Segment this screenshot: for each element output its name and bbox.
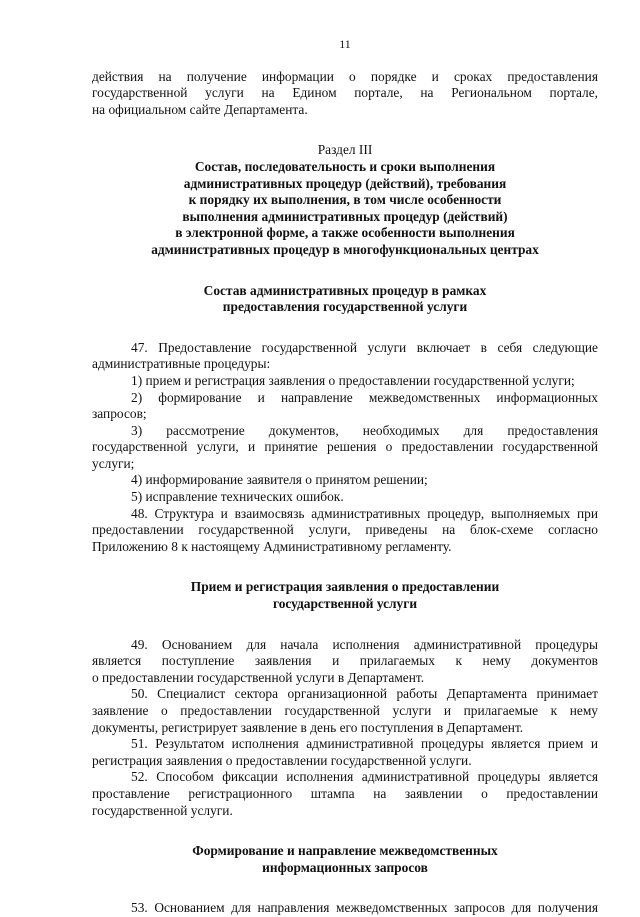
list-item-3 [92,423,598,473]
text-line: является поступление заявления и прилагаемых к нему документов [92,653,598,669]
text-line: запросов; [92,406,147,422]
text-line: предоставлении государственной услуги, приведены на блок-схеме согласно [92,522,598,538]
page-number: 11 [339,37,351,51]
text-line: 48. Структура и взаимосвязь административных процедур, выполняемых при [131,505,598,521]
heading-line: Состав административных процедур в рамках [203,282,487,298]
heading-line: Формирование и направление межведомственных [192,843,498,859]
text-line: регистрация заявления о предоставлении государственной услуги. [92,752,472,768]
document-page [92,36,598,917]
heading-line: к порядку их выполнения, в том числе особенности [188,192,502,208]
paragraph-50 [92,686,598,736]
paragraph-52 [92,769,598,819]
paragraph-53 [92,900,598,917]
section-title [92,159,598,259]
text-line: государственной услуги на Едином портале, на Региональном портале, [92,85,598,101]
text-line: заявление о предоставлении государственной услуги и прилагаемые к нему [92,703,598,718]
list-item-4: 4) информирование заявителя о принятом решении; [131,472,428,488]
text-line: государственной услуги. [92,802,233,818]
text-line: документы, регистрирует заявление в день его поступления в Департамент. [92,719,524,735]
paragraph-49 [92,637,598,687]
heading-line: административных процедур в многофункциональных центрах [151,241,539,257]
intro-paragraph [92,69,598,119]
heading-line: информационных запросов [262,859,428,875]
subsection-title-requests [92,843,598,876]
text-line: 47. Предоставление государственной услуги включает в себя следующие [131,339,598,355]
paragraph-47 [92,340,598,373]
heading-line: государственной услуги [272,596,418,612]
heading-line: в электронной форме, а также особенности выполнения [175,225,515,241]
text-line: о предоставлении государственной услуги в Департамент. [92,669,425,685]
text-line: 2) формирование и направление межведомственных информационных [131,389,598,405]
text-line: проставление регистрационного штампа на заявлении о предоставлении [92,785,598,801]
text-line: 49. Основанием для начала исполнения административной процедуры [131,636,598,652]
text-line: услуги; [92,455,135,471]
paragraph-48 [92,506,598,556]
heading-line: предоставления государственной услуги [222,299,468,315]
text-line: 53. Основанием для направления межведомственных запросов для получения [131,900,598,916]
list-item-2 [92,390,598,423]
text-line: Приложению 8 к настоящему Административному регламенту. [92,538,452,554]
text-line: государственной услуги, и принятие решения о предоставлении государственной [92,439,598,455]
heading-line: Прием и регистрация заявления о предоставлении [190,579,500,595]
text-line: административные процедуры: [92,356,271,372]
subsection-title-composition [92,283,598,316]
text-line: на официальном сайте Департамента. [92,101,308,117]
text-line: 51. Результатом исполнения административной процедуры является прием и [131,736,598,752]
paragraph-51 [92,736,598,769]
text-line: 3) рассмотрение документов, необходимых для предоставления [131,422,598,438]
heading-line: Состав, последовательность и сроки выполнения [194,158,496,174]
heading-line: административных процедур (действий), требования [183,175,507,191]
text-line: 50. Специалист сектора организационной работы Департамента принимает [131,686,598,702]
heading-line: выполнения административных процедур (действий) [182,208,508,224]
subsection-title-reception [92,579,598,612]
text-line: действия на получение информации о порядке и сроках предоставления [92,68,598,84]
list-item-5: 5) исправление технических ошибок. [131,489,344,505]
section-label: Раздел III [317,142,373,158]
text-line: 52. Способом фиксации исполнения административной процедуры является [131,769,598,785]
list-item-1: 1) прием и регистрация заявления о предоставлении государственной услуги; [131,372,575,388]
